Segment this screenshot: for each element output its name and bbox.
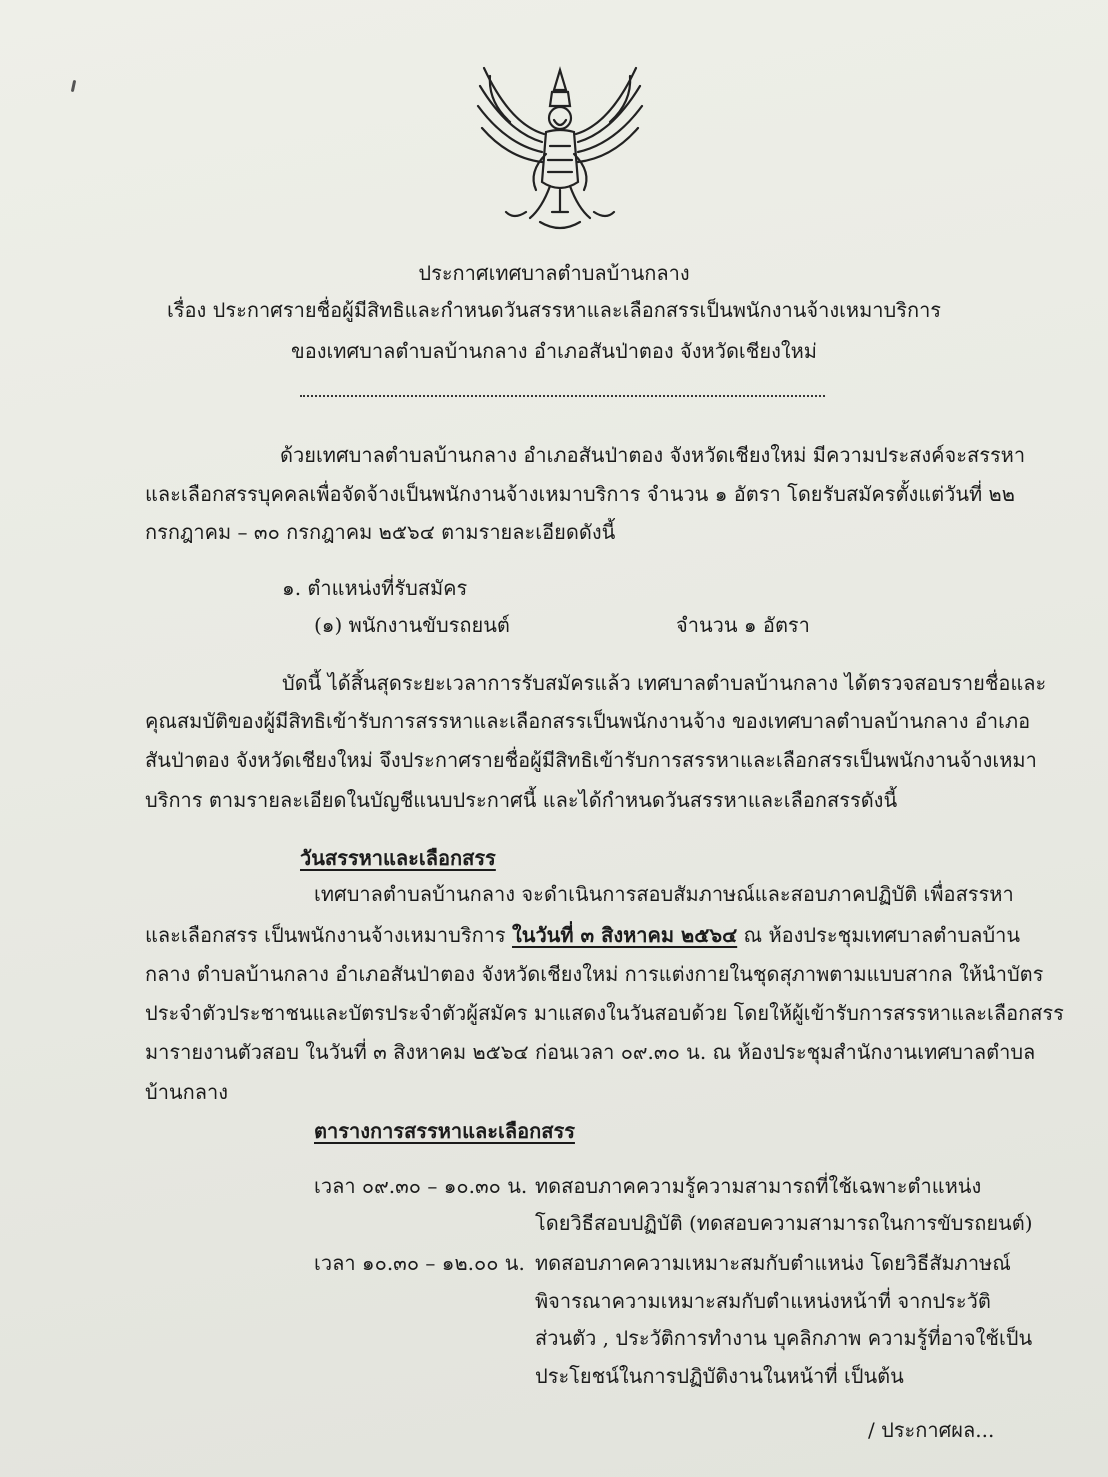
- intro-line: กรกฎาคม – ๓๐ กรกฎาคม ๒๕๖๔ ตามรายละเอียดดังนี้: [145, 520, 616, 544]
- schedule-desc: ทดสอบภาคความรู้ความสามารถที่ใช้เฉพาะตำแหน่ง: [535, 1174, 982, 1198]
- position-item: (๑) พนักงานขับรถยนต์: [314, 613, 510, 637]
- selection-day-heading: วันสรรหาและเลือกสรร: [300, 846, 496, 870]
- position-count: จำนวน ๑ อัตรา: [676, 613, 810, 637]
- schedule-desc: ทดสอบภาคความเหมาะสมกับตำแหน่ง โดยวิธีสัมภาษณ์: [535, 1251, 1011, 1275]
- schedule-time: เวลา ๑๐.๓๐ – ๑๒.๐๐ น.: [314, 1251, 525, 1275]
- intro-line: และเลือกสรรบุคคลเพื่อจัดจ้างเป็นพนักงานจ้างเหมาบริการ จำนวน ๑ อัตรา โดยรับสมัครตั้งแต่วันที่ ๒๒: [145, 482, 1015, 506]
- garuda-emblem-icon: [470, 62, 650, 237]
- paragraph-line: บริการ ตามรายละเอียดในบัญชีแนบประกาศนี้ และได้กำหนดวันสรรหาและเลือกสรรดังนี้: [145, 788, 898, 812]
- exam-date: ในวันที่ ๓ สิงหาคม ๒๕๖๔: [512, 923, 738, 947]
- dotted-divider: [300, 395, 825, 397]
- schedule-desc: ส่วนตัว , ประวัติการทำงาน บุคลิกภาพ ความรู้ที่อาจใช้เป็น: [535, 1326, 1033, 1350]
- schedule-desc: ประโยชน์ในการปฏิบัติงานในหน้าที่ เป็นต้น: [535, 1364, 904, 1388]
- continued-note: / ประกาศผล...: [868, 1418, 995, 1442]
- paragraph-line: คุณสมบัติของผู้มีสิทธิเข้ารับการสรรหาและเลือกสรรเป็นพนักงานจ้าง ของเทศบาลตำบลบ้านกลาง อำเภอ: [145, 709, 1031, 733]
- paragraph-line: สันป่าตอง จังหวัดเชียงใหม่ จึงประกาศรายชื่อผู้มีสิทธิเข้ารับการสรรหาและเลือกสรรเป็นพนักงานจ้างเหมา: [145, 748, 1037, 772]
- schedule-desc: พิจารณาความเหมาะสมกับตำแหน่งหน้าที่ จากประวัติ: [535, 1289, 991, 1313]
- schedule-heading: ตารางการสรรหาและเลือกสรร: [314, 1119, 575, 1143]
- schedule-time: เวลา ๐๙.๓๐ – ๑๐.๓๐ น.: [314, 1174, 528, 1198]
- announcement-title: ประกาศเทศบาลตำบลบ้านกลาง: [418, 261, 690, 285]
- position-heading: ๑. ตำแหน่งที่รับสมัคร: [282, 576, 468, 600]
- announcement-subject: เรื่อง ประกาศรายชื่อผู้มีสิทธิและกำหนดวันสรรหาและเลือกสรรเป็นพนักงานจ้างเหมาบริการ: [166, 298, 942, 322]
- paragraph-line: บัดนี้ ได้สิ้นสุดระยะเวลาการรับสมัครแล้ว เทศบาลตำบลบ้านกลาง ได้ตรวจสอบรายชื่อและ: [282, 671, 1047, 695]
- paragraph-line: เทศบาลตำบลบ้านกลาง จะดำเนินการสอบสัมภาษณ์และสอบภาคปฏิบัติ เพื่อสรรหา: [314, 882, 1014, 906]
- pen-mark: [71, 80, 76, 92]
- paragraph-line: กลาง ตำบลบ้านกลาง อำเภอสันป่าตอง จังหวัดเชียงใหม่ การแต่งกายในชุดสุภาพตามแบบสากล ให้นำบัตร: [145, 962, 1044, 986]
- paragraph-line: ประจำตัวประชาชนและบัตรประจำตัวผู้สมัคร มาแสดงในวันสอบด้วย โดยให้ผู้เข้ารับการสรรหาและเลือกสรร: [145, 1001, 1064, 1025]
- intro-line: ด้วยเทศบาลตำบลบ้านกลาง อำเภอสันป่าตอง จังหวัดเชียงใหม่ มีความประสงค์จะสรรหา: [280, 443, 1026, 467]
- paragraph-line: มารายงานตัวสอบ ในวันที่ ๓ สิงหาคม ๒๕๖๔ ก่อนเวลา ๐๙.๓๐ น. ณ ห้องประชุมสำนักงานเทศบาลตำบล: [145, 1040, 1036, 1064]
- paragraph-line: บ้านกลาง: [145, 1080, 228, 1104]
- paragraph-line: และเลือกสรร เป็นพนักงานจ้างเหมาบริการ ในวันที่ ๓ สิงหาคม ๒๕๖๔ ณ ห้องประชุมเทศบาลตำบลบ้าน: [145, 923, 1021, 947]
- schedule-desc: โดยวิธีสอบปฏิบัติ (ทดสอบความสามารถในการขับรถยนต์): [535, 1211, 1033, 1235]
- announcement-subject-cont: ของเทศบาลตำบลบ้านกลาง อำเภอสันป่าตอง จังหวัดเชียงใหม่: [291, 339, 817, 363]
